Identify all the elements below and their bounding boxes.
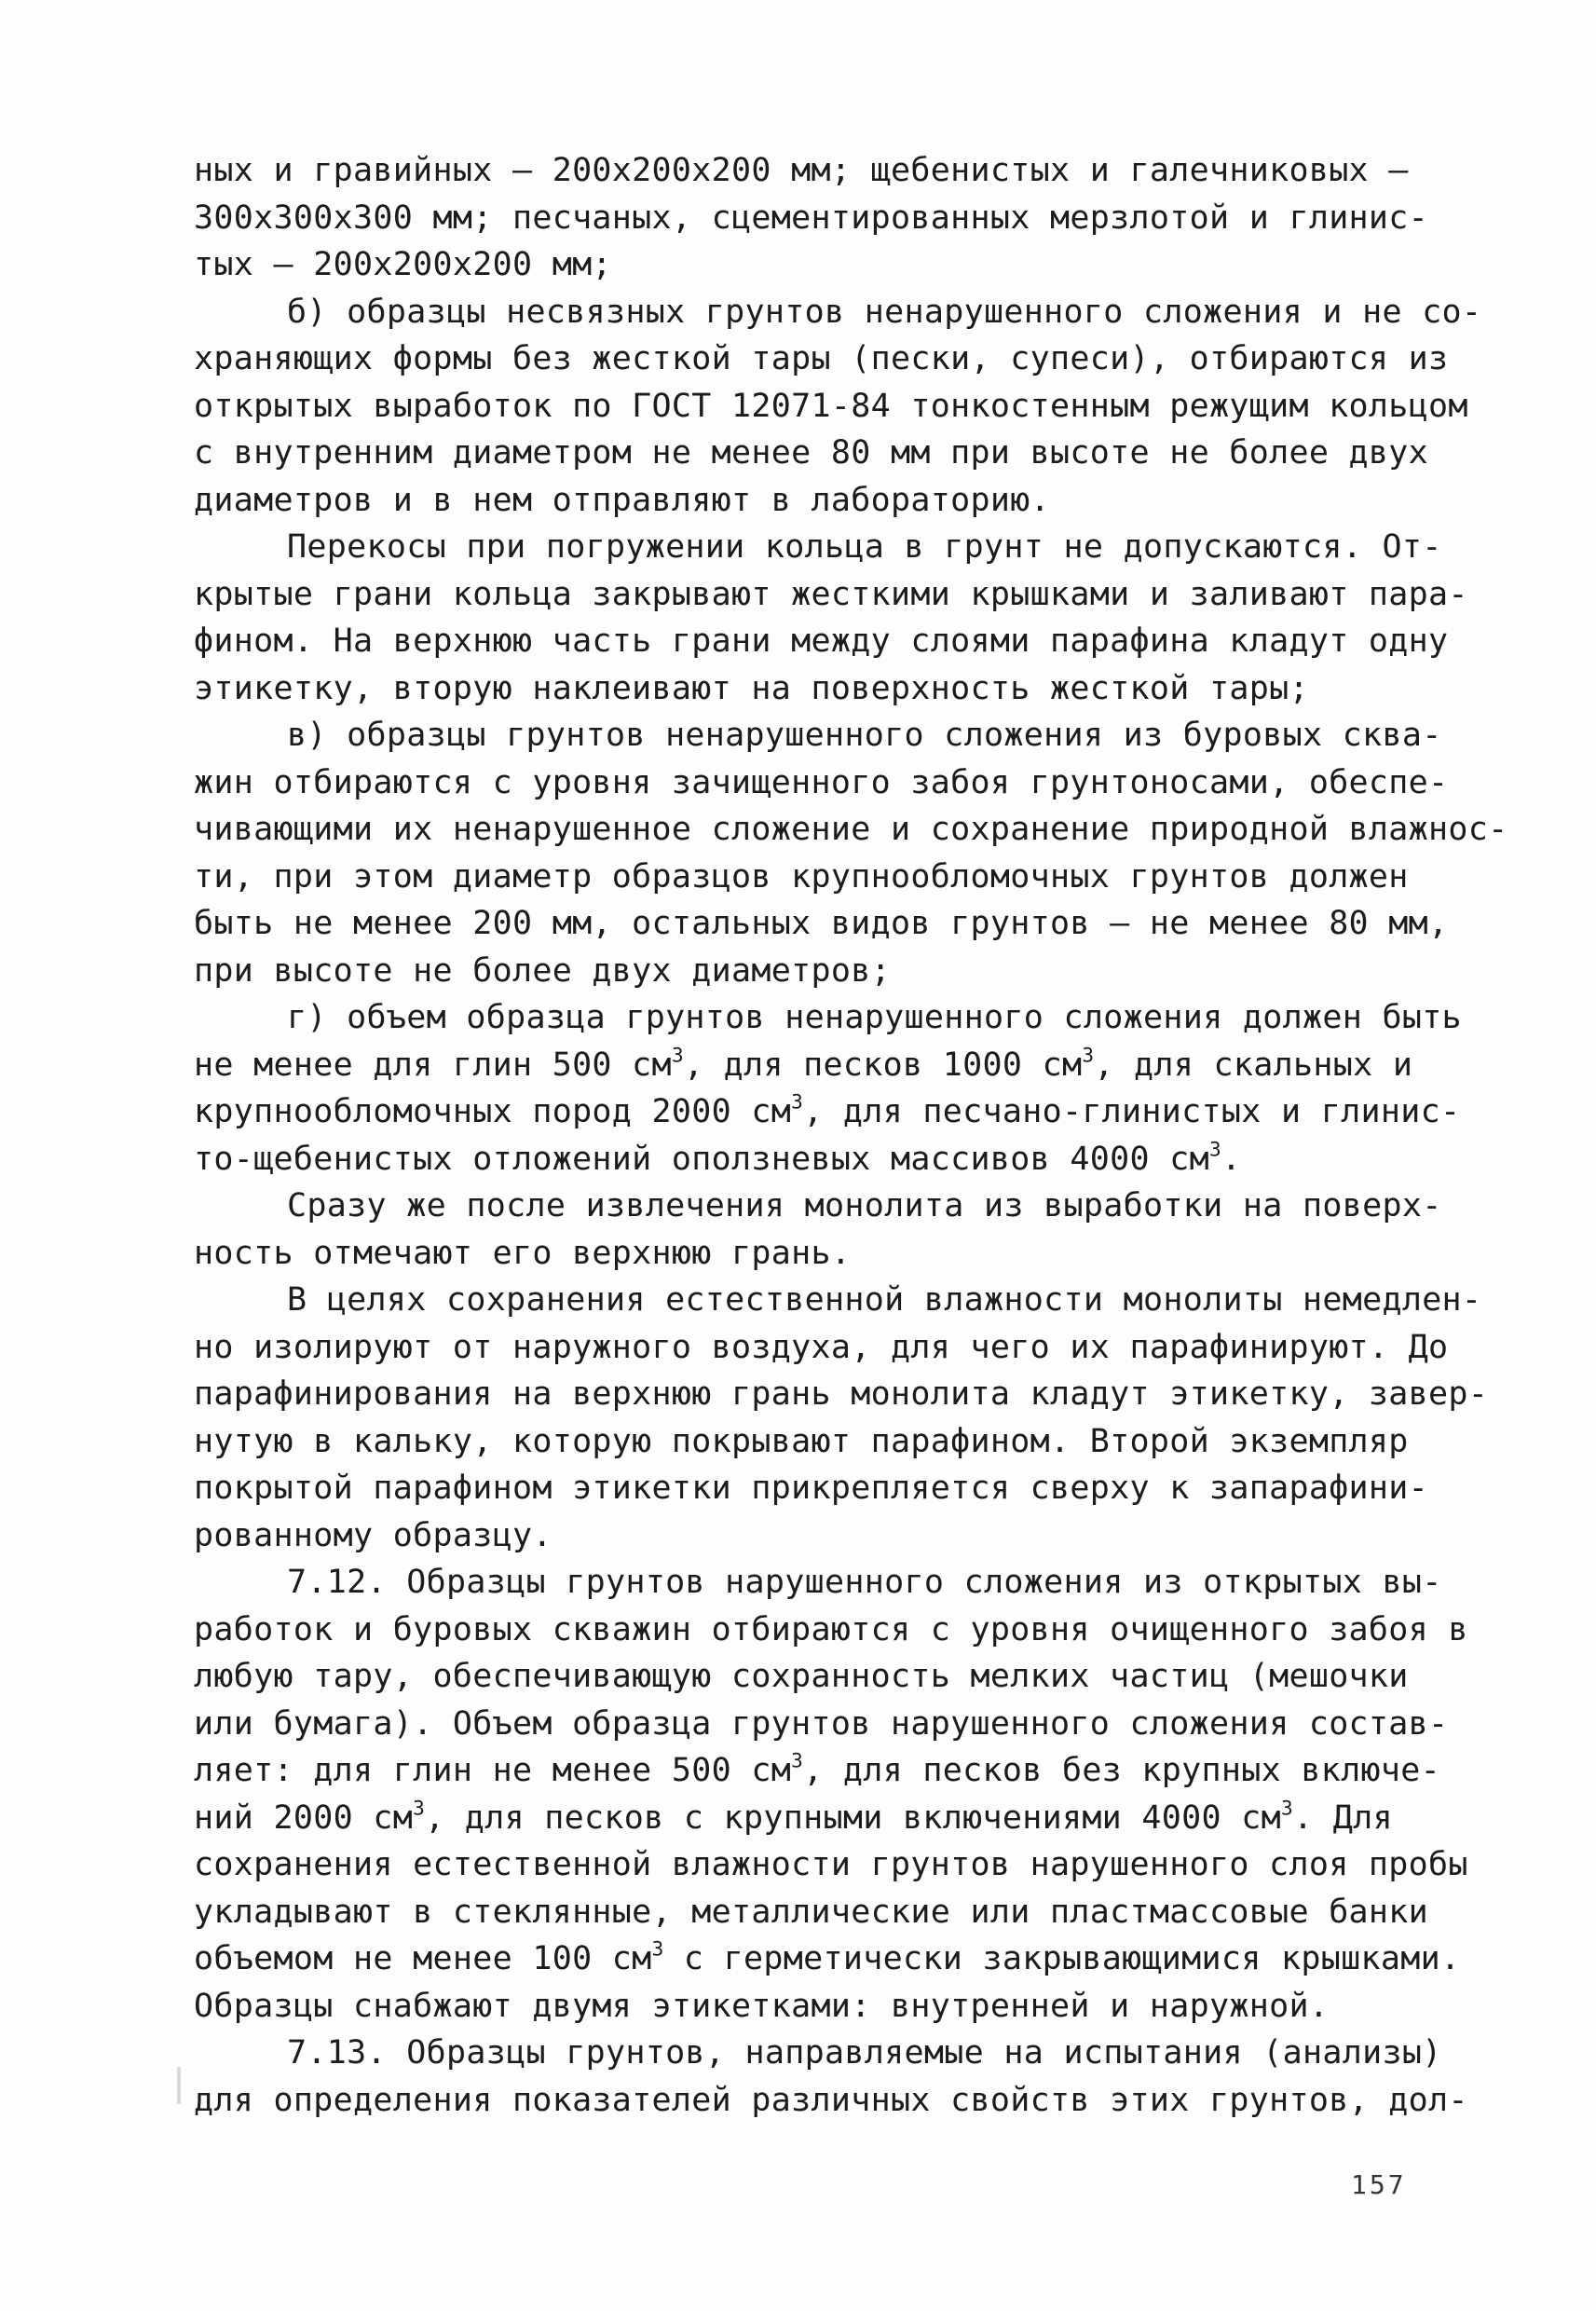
text-line: покрытой парафином этикетки прикрепляется сверху к запарафини-: [194, 1470, 1429, 1507]
text-line: этикетку, вторую наклеивают на поверхность жесткой тары;: [194, 669, 1309, 707]
text-line: быть не менее 200 мм, остальных видов грунтов – не менее 80 мм,: [194, 905, 1449, 942]
text-line: г) объем образца грунтов ненарушенного сложения должен быть: [287, 999, 1462, 1036]
text-line: укладывают в стеклянные, металлические или пластмассовые банки: [194, 1893, 1429, 1931]
text-line: б) образцы несвязных грунтов ненарушенного сложения и не со-: [287, 293, 1482, 331]
text-line: рованному образцу.: [194, 1516, 552, 1554]
text-line: диаметров и в нем отправляют в лабораторию.: [194, 481, 1050, 519]
text-line: храняющих формы без жесткой тары (пески, супеси), отбираются из: [194, 340, 1449, 377]
text-line: крытые грани кольца закрывают жесткими крышками и заливают пара-: [194, 575, 1468, 613]
text-line: тых – 200х200х200 мм;: [194, 246, 612, 283]
text-line: любую тару, обеспечивающую сохранность мелких частиц (мешочки: [194, 1658, 1409, 1695]
text-line: не менее для глин 500 $см^3$, для песков 1000 $см^3$, для скальных и: [194, 1043, 1413, 1084]
text-line: то-щебенистых отложений оползневых массивов 4000 $см^3$.: [194, 1137, 1242, 1178]
text-line: открытых выработок по ГОСТ 12071-84 тонкостенным режущим кольцом: [194, 387, 1468, 425]
text-line: работок и буровых скважин отбираются с уровня очищенного забоя в: [194, 1610, 1468, 1648]
text-line: фином. На верхнюю часть грани между слоями парафина кладут одну: [194, 622, 1449, 660]
text-line: 300х300х300 мм; песчаных, сцементированных мерзлотой и глинис-: [194, 198, 1429, 237]
text-line: Образцы снабжают двумя этикетками: внутренней и наружной.: [194, 1987, 1330, 2025]
text-line: 7.12. Образцы грунтов нарушенного сложения из открытых вы-: [287, 1564, 1442, 1601]
text-line: чивающими их ненарушенное сложение и сохранение природной влажнос-: [194, 811, 1508, 848]
text-line: ти, при этом диаметр образцов крупнообломочных грунтов должен: [194, 857, 1409, 896]
text-line: нутую в кальку, которую покрывают парафином. Второй экземпляр: [194, 1422, 1409, 1460]
text-line: ных и гравийных – 200х200х200 мм; щебенистых и галечниковых –: [194, 152, 1409, 189]
text-line: 7.13. Образцы грунтов, направляемые на испытания (анализы): [287, 2034, 1442, 2072]
text-line: но изолируют от наружного воздуха, для чего их парафинируют. До: [194, 1328, 1449, 1366]
text-line: ний 2000 $см^3$, для песков с крупными включениями 4000 $см^3$. Для: [194, 1796, 1393, 1837]
text-line: ность отмечают его верхнюю грань.: [194, 1234, 852, 1272]
text-line: ляет: для глин не менее 500 $см^3$, для песков без крупных включе-: [194, 1749, 1441, 1789]
text-line: В целях сохранения естественной влажности монолиты немедлен-: [287, 1281, 1482, 1319]
margin-mark: [177, 2067, 181, 2104]
text-line: или бумага). Объем образца грунтов нарушенного сложения состав-: [194, 1704, 1449, 1743]
text-line: в) образцы грунтов ненарушенного сложения из буровых сква-: [287, 717, 1442, 754]
text-line: крупнообломочных пород 2000 $см^3$, для песчано-глинистых и глинис-: [194, 1090, 1461, 1130]
text-line: при высоте не более двух диаметров;: [194, 951, 892, 990]
text-line: сохранения естественной влажности грунтов нарушенного слоя пробы: [194, 1846, 1468, 1883]
text-line: Перекосы при погружении кольца в грунт не допускаются. От-: [287, 528, 1442, 566]
text-line: объемом не менее 100 $см^3$ с герметически закрывающимися крышками.: [194, 1937, 1461, 1977]
text-line: жин отбираются с уровня зачищенного забоя грунтоносами, обеспе-: [194, 763, 1449, 801]
document-body: [194, 147, 1508, 2124]
text-line: Сразу же после извлечения монолита из выработки на поверх-: [287, 1187, 1442, 1224]
text-line: для определения показателей различных свойств этих грунтов, дол-: [194, 2081, 1468, 2119]
page-number: 157: [1351, 2169, 1407, 2200]
text-line: с внутренним диаметром не менее 80 мм при высоте не более двух: [194, 434, 1429, 472]
text-line: парафинирования на верхнюю грань монолита кладут этикетку, завер-: [194, 1375, 1489, 1413]
